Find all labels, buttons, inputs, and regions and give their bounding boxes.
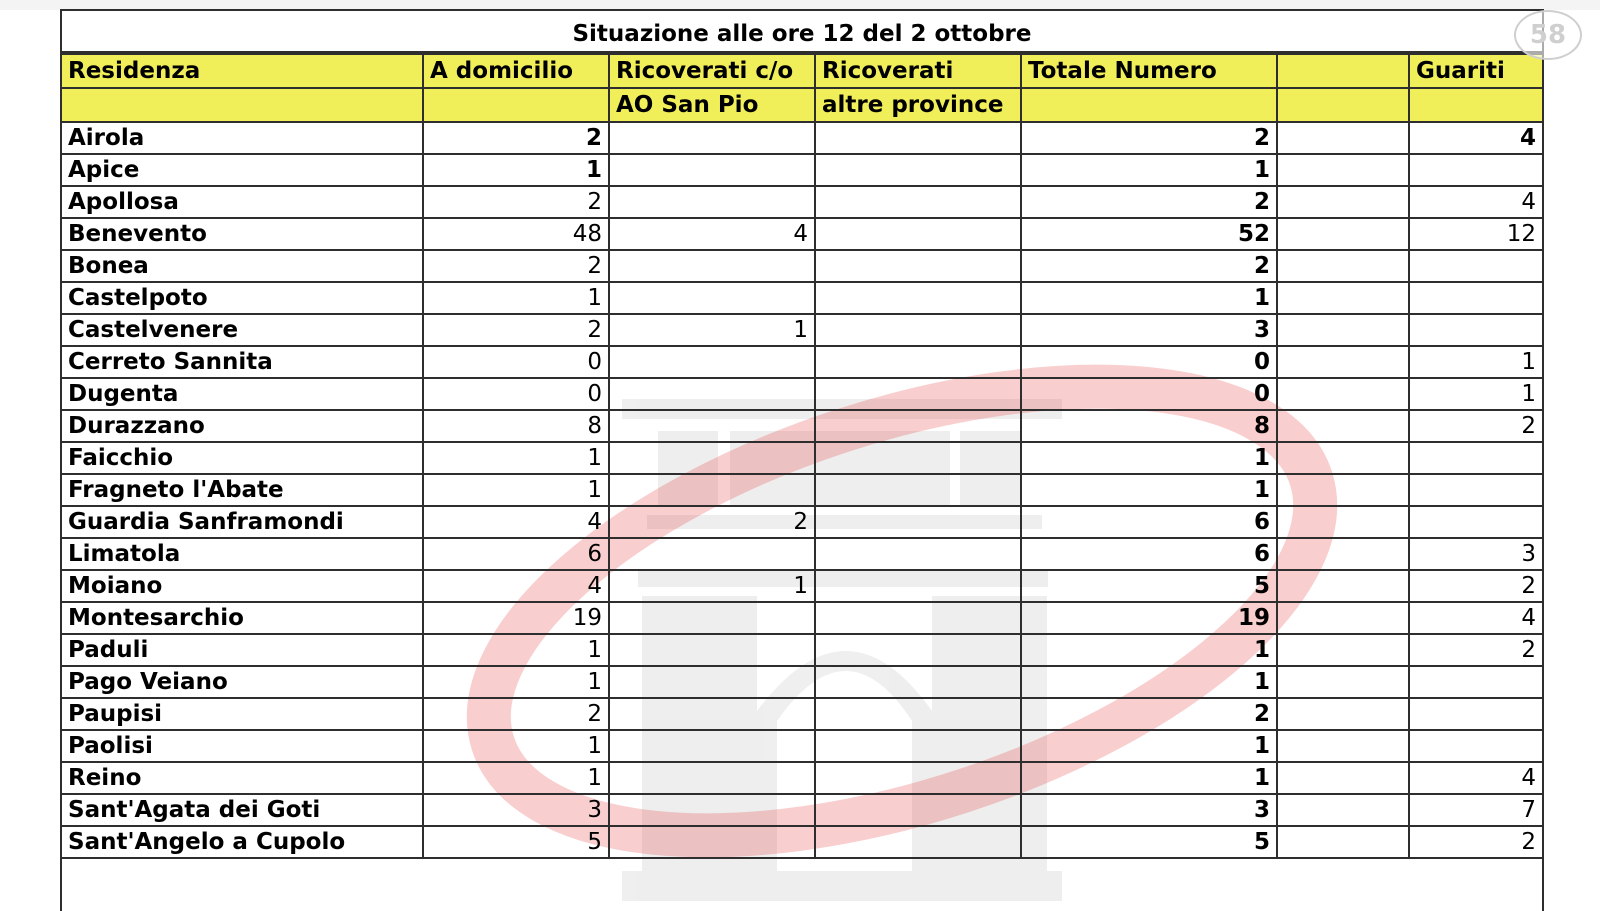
cell-totale: 3 — [1021, 314, 1277, 346]
cell-residenza: Paduli — [62, 634, 423, 666]
cell-residenza: Airola — [62, 122, 423, 154]
cell-altre-province — [815, 634, 1021, 666]
cell-ao-san-pio — [609, 346, 815, 378]
cell-residenza: Limatola — [62, 538, 423, 570]
cell-altre-province — [815, 378, 1021, 410]
cell-domicilio: 3 — [423, 794, 609, 826]
header2-ao-san-pio: AO San Pio — [609, 88, 815, 122]
cell-extra — [1277, 538, 1409, 570]
table-row — [62, 282, 1542, 314]
cell-domicilio: 19 — [423, 602, 609, 634]
cell-residenza: Dugenta — [62, 378, 423, 410]
cell-residenza: Cerreto Sannita — [62, 346, 423, 378]
cell-extra — [1277, 250, 1409, 282]
table-row — [62, 250, 1542, 282]
header-ricoverati-altre: Ricoverati — [815, 54, 1021, 88]
cell-ao-san-pio — [609, 538, 815, 570]
channel-logo-text: 58 — [1529, 20, 1567, 50]
header-guariti: Guariti — [1409, 54, 1542, 88]
cell-residenza: Montesarchio — [62, 602, 423, 634]
header2-guariti — [1409, 88, 1542, 122]
cell-extra — [1277, 282, 1409, 314]
table-row — [62, 474, 1542, 506]
cell-altre-province — [815, 442, 1021, 474]
cell-totale: 2 — [1021, 698, 1277, 730]
cell-extra — [1277, 410, 1409, 442]
cell-totale: 8 — [1021, 410, 1277, 442]
table-row — [62, 186, 1542, 218]
cell-totale: 2 — [1021, 250, 1277, 282]
cell-guariti — [1409, 730, 1542, 762]
cell-ao-san-pio — [609, 602, 815, 634]
table-row — [62, 218, 1542, 250]
cell-ao-san-pio: 1 — [609, 570, 815, 602]
cell-altre-province — [815, 570, 1021, 602]
cell-domicilio: 2 — [423, 122, 609, 154]
header2-residenza — [62, 88, 423, 122]
cell-guariti — [1409, 506, 1542, 538]
cell-ao-san-pio — [609, 794, 815, 826]
cell-altre-province — [815, 698, 1021, 730]
table-row — [62, 122, 1542, 154]
cell-totale: 2 — [1021, 122, 1277, 154]
cell-extra — [1277, 730, 1409, 762]
cell-residenza: Castelpoto — [62, 282, 423, 314]
header2-empty — [1277, 88, 1409, 122]
table-row — [62, 410, 1542, 442]
cell-ao-san-pio — [609, 282, 815, 314]
cell-altre-province — [815, 602, 1021, 634]
cell-domicilio: 2 — [423, 314, 609, 346]
cell-guariti: 7 — [1409, 794, 1542, 826]
cell-residenza: Durazzano — [62, 410, 423, 442]
cell-altre-province — [815, 250, 1021, 282]
cell-extra — [1277, 474, 1409, 506]
cell-guariti: 4 — [1409, 122, 1542, 154]
cell-altre-province — [815, 794, 1021, 826]
cell-totale: 1 — [1021, 282, 1277, 314]
cell-guariti — [1409, 666, 1542, 698]
cell-ao-san-pio — [609, 378, 815, 410]
table-body — [62, 122, 1542, 858]
cell-guariti — [1409, 154, 1542, 186]
sheet-title: Situazione alle ore 12 del 2 ottobre — [62, 11, 1542, 53]
cases-table — [62, 53, 1542, 859]
cell-ao-san-pio — [609, 410, 815, 442]
cell-altre-province — [815, 538, 1021, 570]
cell-altre-province — [815, 826, 1021, 858]
cell-extra — [1277, 314, 1409, 346]
cell-domicilio: 1 — [423, 634, 609, 666]
cell-guariti: 2 — [1409, 570, 1542, 602]
cell-guariti: 2 — [1409, 410, 1542, 442]
cell-residenza: Apice — [62, 154, 423, 186]
cell-extra — [1277, 506, 1409, 538]
cell-residenza: Bonea — [62, 250, 423, 282]
header-ricoverati-ao: Ricoverati c/o — [609, 54, 815, 88]
table-row — [62, 634, 1542, 666]
cell-guariti: 2 — [1409, 826, 1542, 858]
cell-totale: 6 — [1021, 506, 1277, 538]
header2-totale — [1021, 88, 1277, 122]
cell-totale: 5 — [1021, 570, 1277, 602]
table-row — [62, 730, 1542, 762]
header2-altre-province: altre province — [815, 88, 1021, 122]
cell-totale: 1 — [1021, 154, 1277, 186]
table-row — [62, 570, 1542, 602]
cell-domicilio: 1 — [423, 474, 609, 506]
cell-guariti: 4 — [1409, 762, 1542, 794]
cell-domicilio: 1 — [423, 442, 609, 474]
cell-ao-san-pio — [609, 634, 815, 666]
table-row — [62, 442, 1542, 474]
cell-altre-province — [815, 346, 1021, 378]
cell-extra — [1277, 378, 1409, 410]
cell-guariti: 3 — [1409, 538, 1542, 570]
header-row-1 — [62, 54, 1542, 88]
cell-extra — [1277, 666, 1409, 698]
cell-domicilio: 1 — [423, 666, 609, 698]
cell-ao-san-pio: 2 — [609, 506, 815, 538]
cell-extra — [1277, 826, 1409, 858]
cell-extra — [1277, 186, 1409, 218]
cell-domicilio: 4 — [423, 506, 609, 538]
header-residenza: Residenza — [62, 54, 423, 88]
table-row — [62, 762, 1542, 794]
cell-extra — [1277, 698, 1409, 730]
header-row-2 — [62, 88, 1542, 122]
cell-totale: 2 — [1021, 186, 1277, 218]
header-totale-numero: Totale Numero — [1021, 54, 1277, 88]
cell-ao-san-pio — [609, 666, 815, 698]
cell-domicilio: 4 — [423, 570, 609, 602]
cell-residenza: Castelvenere — [62, 314, 423, 346]
header2-a-domicilio — [423, 88, 609, 122]
cell-altre-province — [815, 218, 1021, 250]
header-empty — [1277, 54, 1409, 88]
cell-domicilio: 0 — [423, 346, 609, 378]
table-row — [62, 154, 1542, 186]
cell-altre-province — [815, 154, 1021, 186]
cell-extra — [1277, 346, 1409, 378]
cell-guariti — [1409, 474, 1542, 506]
cell-altre-province — [815, 506, 1021, 538]
table-row — [62, 346, 1542, 378]
cell-residenza: Paupisi — [62, 698, 423, 730]
cell-domicilio: 5 — [423, 826, 609, 858]
table-row — [62, 378, 1542, 410]
cell-guariti — [1409, 442, 1542, 474]
cell-totale: 1 — [1021, 762, 1277, 794]
cell-guariti — [1409, 250, 1542, 282]
table-row — [62, 826, 1542, 858]
cell-ao-san-pio — [609, 826, 815, 858]
cell-guariti — [1409, 698, 1542, 730]
cell-totale: 6 — [1021, 538, 1277, 570]
cell-totale: 0 — [1021, 346, 1277, 378]
channel-logo-icon — [1514, 10, 1582, 60]
cell-ao-san-pio — [609, 762, 815, 794]
cell-domicilio: 2 — [423, 698, 609, 730]
cell-altre-province — [815, 314, 1021, 346]
cell-extra — [1277, 570, 1409, 602]
cell-altre-province — [815, 474, 1021, 506]
cell-extra — [1277, 442, 1409, 474]
table-row — [62, 538, 1542, 570]
table-row — [62, 794, 1542, 826]
cell-ao-san-pio — [609, 154, 815, 186]
cell-domicilio: 8 — [423, 410, 609, 442]
cell-ao-san-pio — [609, 474, 815, 506]
cell-totale: 3 — [1021, 794, 1277, 826]
table-row — [62, 602, 1542, 634]
cell-residenza: Faicchio — [62, 442, 423, 474]
cell-totale: 1 — [1021, 666, 1277, 698]
cell-residenza: Fragneto l'Abate — [62, 474, 423, 506]
cell-totale: 1 — [1021, 634, 1277, 666]
cell-domicilio: 2 — [423, 186, 609, 218]
cell-guariti: 1 — [1409, 378, 1542, 410]
cell-domicilio: 1 — [423, 282, 609, 314]
cell-ao-san-pio — [609, 698, 815, 730]
cell-domicilio: 48 — [423, 218, 609, 250]
cell-ao-san-pio — [609, 122, 815, 154]
cell-totale: 19 — [1021, 602, 1277, 634]
cell-residenza: Paolisi — [62, 730, 423, 762]
cell-altre-province — [815, 762, 1021, 794]
cell-guariti — [1409, 282, 1542, 314]
table-row — [62, 506, 1542, 538]
table-row — [62, 698, 1542, 730]
cell-totale: 5 — [1021, 826, 1277, 858]
header-a-domicilio: A domicilio — [423, 54, 609, 88]
cell-domicilio: 1 — [423, 730, 609, 762]
cell-totale: 0 — [1021, 378, 1277, 410]
cell-residenza: Pago Veiano — [62, 666, 423, 698]
cell-guariti: 12 — [1409, 218, 1542, 250]
cell-residenza: Guardia Sanframondi — [62, 506, 423, 538]
cell-altre-province — [815, 730, 1021, 762]
cell-totale: 52 — [1021, 218, 1277, 250]
cell-domicilio: 6 — [423, 538, 609, 570]
table-row — [62, 666, 1542, 698]
cell-residenza: Moiano — [62, 570, 423, 602]
cell-ao-san-pio — [609, 250, 815, 282]
cell-domicilio: 2 — [423, 250, 609, 282]
cell-ao-san-pio — [609, 442, 815, 474]
cell-ao-san-pio — [609, 730, 815, 762]
cell-altre-province — [815, 666, 1021, 698]
cell-extra — [1277, 602, 1409, 634]
cell-ao-san-pio: 4 — [609, 218, 815, 250]
cell-guariti: 1 — [1409, 346, 1542, 378]
cell-extra — [1277, 122, 1409, 154]
cell-extra — [1277, 154, 1409, 186]
cell-residenza: Benevento — [62, 218, 423, 250]
cell-altre-province — [815, 186, 1021, 218]
cell-guariti: 4 — [1409, 602, 1542, 634]
cell-guariti — [1409, 314, 1542, 346]
cell-domicilio: 0 — [423, 378, 609, 410]
cell-domicilio: 1 — [423, 762, 609, 794]
cell-totale: 1 — [1021, 730, 1277, 762]
spreadsheet-page — [60, 9, 1544, 911]
cell-totale: 1 — [1021, 442, 1277, 474]
cell-guariti: 2 — [1409, 634, 1542, 666]
cell-extra — [1277, 762, 1409, 794]
cell-extra — [1277, 218, 1409, 250]
cell-altre-province — [815, 282, 1021, 314]
cell-residenza: Apollosa — [62, 186, 423, 218]
cell-guariti: 4 — [1409, 186, 1542, 218]
cell-extra — [1277, 794, 1409, 826]
cell-domicilio: 1 — [423, 154, 609, 186]
cell-ao-san-pio: 1 — [609, 314, 815, 346]
cell-altre-province — [815, 410, 1021, 442]
cell-ao-san-pio — [609, 186, 815, 218]
cell-residenza: Sant'Agata dei Goti — [62, 794, 423, 826]
cell-residenza: Reino — [62, 762, 423, 794]
table-row — [62, 314, 1542, 346]
cell-residenza: Sant'Angelo a Cupolo — [62, 826, 423, 858]
cell-extra — [1277, 634, 1409, 666]
cell-totale: 1 — [1021, 474, 1277, 506]
cell-altre-province — [815, 122, 1021, 154]
